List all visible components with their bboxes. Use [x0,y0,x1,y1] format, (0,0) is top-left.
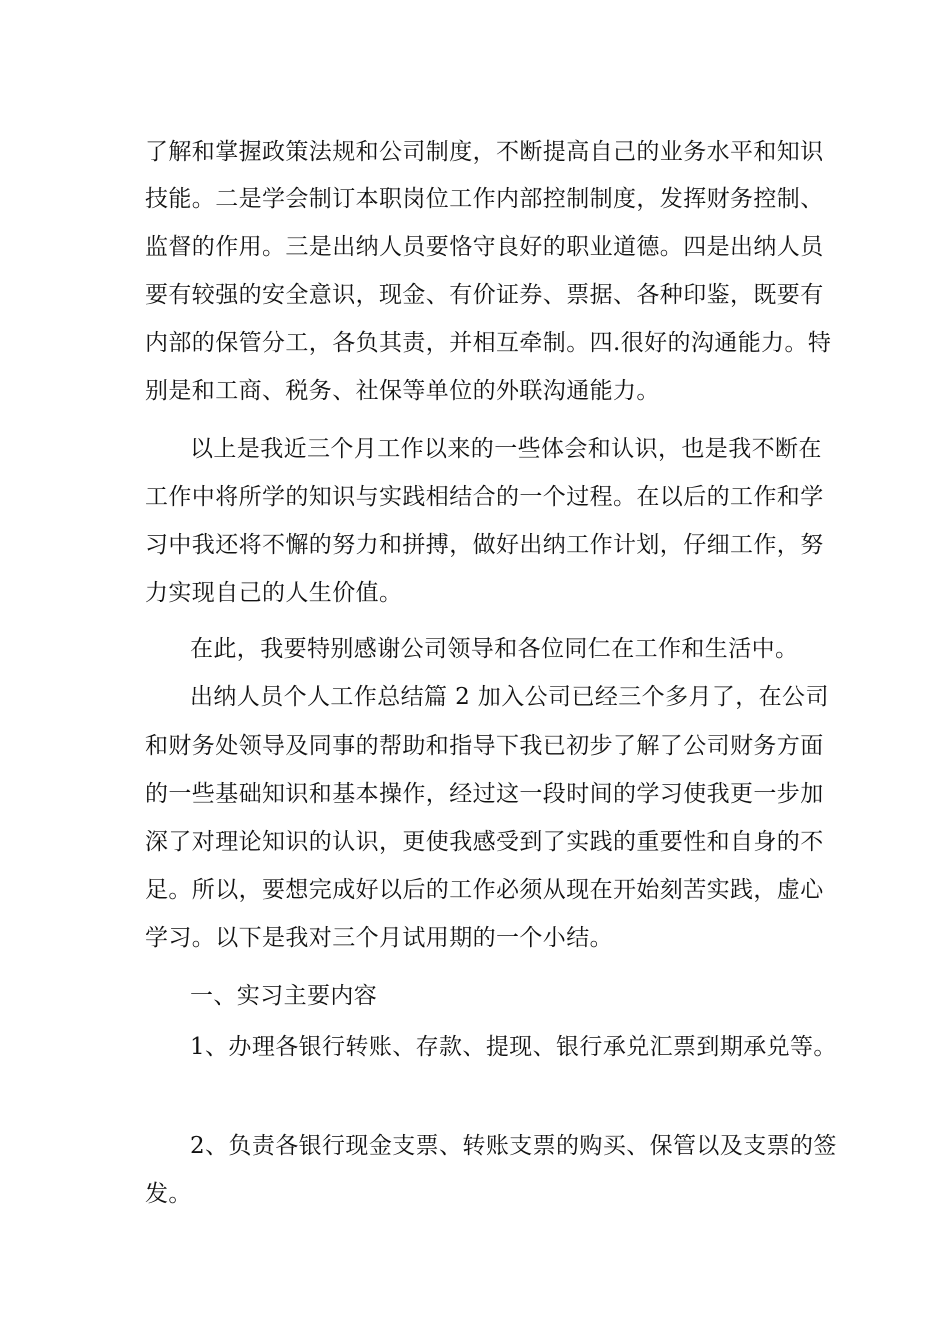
text-line: 发。 [145,1181,192,1207]
text-line: 学习。以下是我对三个月试用期的一个小结。 [145,925,613,951]
text-line: 监督的作用。三是出纳人员要恪守良好的职业道德。四是出纳人员 [145,234,824,260]
section-heading: 一、实习主要内容 [190,983,378,1009]
text-line: 别是和工商、税务、社保等单位的外联沟通能力。 [145,378,660,404]
text-line: 习中我还将不懈的努力和拼搏，做好出纳工作计划，仔细工作，努 [145,532,824,558]
text-line: 技能。二是学会制订本职岗位工作内部控制制度，发挥财务控制、 [145,186,824,212]
paragraph-first-line: 以上是我近三个月工作以来的一些体会和认识，也是我不断在 [190,436,822,462]
text-line: 的一些基础知识和基本操作，经过这一段时间的学习使我更一步加 [145,781,824,807]
paragraph-first-line: 在此，我要特别感谢公司领导和各位同仁在工作和生活中。 [190,636,799,662]
text-line: 力实现自己的人生价值。 [145,580,403,606]
text-line: 深了对理论知识的认识，更使我感受到了实践的重要性和自身的不 [145,829,824,855]
text-line: 工作中将所学的知识与实践相结合的一个过程。在以后的工作和学 [145,484,824,510]
text-line: 要有较强的安全意识，现金、有价证券、票据、各种印鉴，既要有 [145,282,824,308]
text-line: 内部的保管分工，各负其责，并相互牵制。四.很好的沟通能力。特 [145,330,832,356]
paragraph-first-line: 出纳人员个人工作总结篇 2 加入公司已经三个多月了，在公司 [190,684,829,710]
list-item: 1、办理各银行转账、存款、提现、银行承兑汇票到期承兑等。 [190,1034,837,1060]
text-line: 和财务处领导及同事的帮助和指导下我已初步了解了公司财务方面 [145,733,824,759]
text-line: 了解和掌握政策法规和公司制度，不断提高自己的业务水平和知识 [145,139,824,165]
list-item: 2、负责各银行现金支票、转账支票的购买、保管以及支票的签 [190,1133,837,1159]
text-line: 足。所以，要想完成好以后的工作必须从现在开始刻苦实践，虚心 [145,877,824,903]
